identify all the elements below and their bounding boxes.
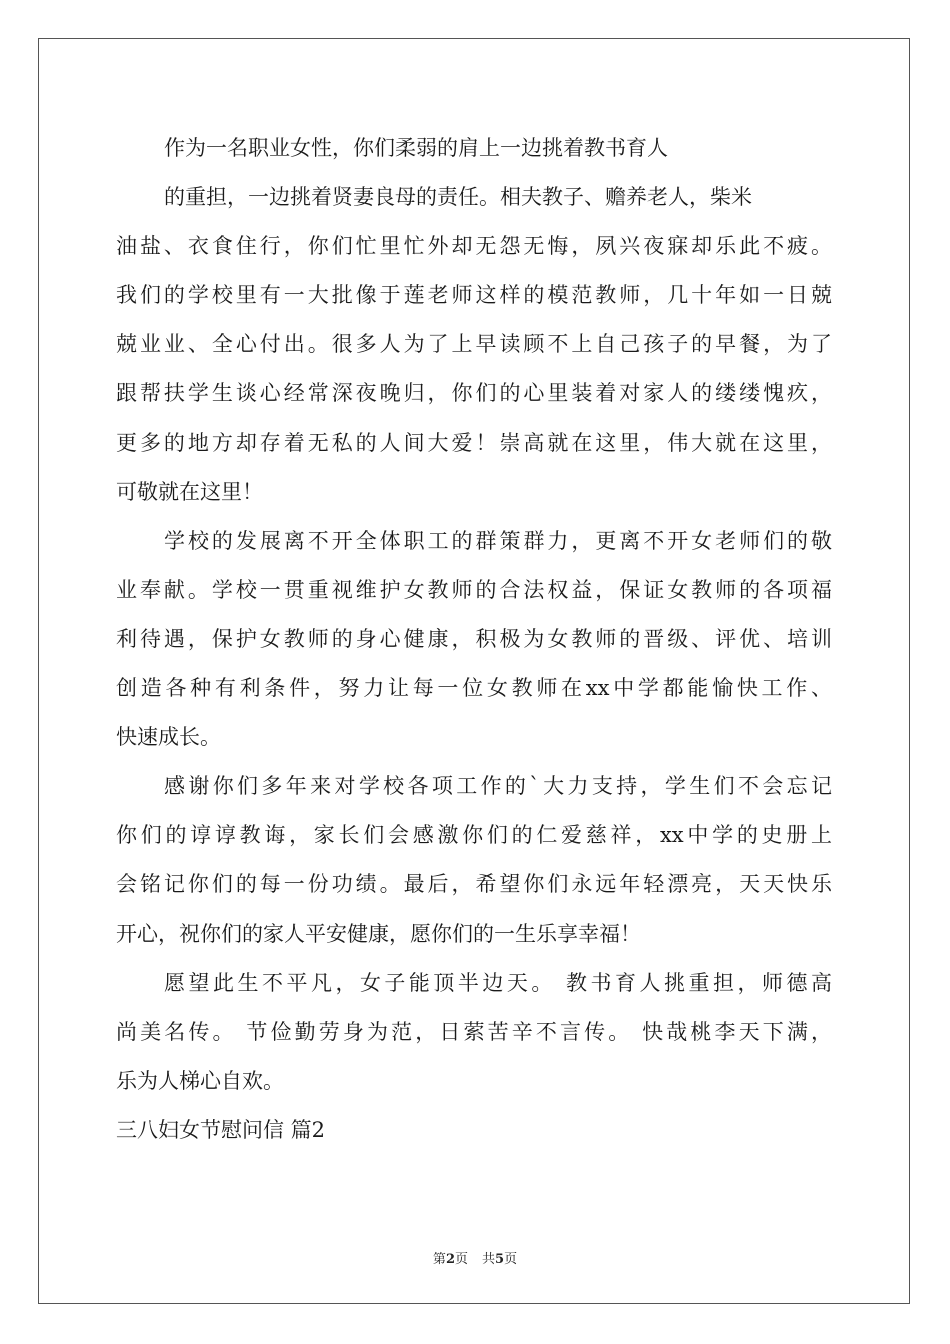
page-total-count: 5 <box>495 1252 505 1267</box>
text-line: 愿望此生不平凡，女子能顶半边天。 教书育人挑重担，师德高 <box>164 970 832 995</box>
text-line: 的重担，一边挑着贤妻良母的责任。相夫教子、赡养老人，柴米 <box>164 185 752 210</box>
text-line: 你们的谆谆教诲，家长们会感激你们的仁爱慈祥，xx中学的史册上 <box>116 823 832 848</box>
text-line: 可敬就在这里！ <box>116 479 263 504</box>
text-line: 创造各种有利条件，努力让每一位女教师在xx中学都能愉快工作、 <box>116 676 832 701</box>
text-line: 快速成长。 <box>116 725 221 750</box>
page-number-prefix: 第 <box>432 1252 446 1267</box>
text-line: 利待遇，保护女教师的身心健康，积极为女教师的晋级、评优、培训 <box>116 626 832 651</box>
text-line: 兢业业、全心付出。很多人为了上早读顾不上自己孩子的早餐，为了 <box>116 332 832 357</box>
page-footer <box>0 1248 950 1267</box>
document-body <box>116 124 832 1155</box>
text-line: 开心，祝你们的家人平安健康，愿你们的一生乐享幸福！ <box>116 921 641 946</box>
page-number-current: 2 <box>445 1252 455 1267</box>
text-line: 更多的地方却存着无私的人间大爱！崇高就在这里，伟大就在这里， <box>116 430 832 455</box>
text-line: 作为一名职业女性，你们柔弱的肩上一边挑着教书育人 <box>164 136 668 160</box>
text-line: 业奉献。学校一贯重视维护女教师的合法权益，保证女教师的各项福 <box>116 577 832 602</box>
text-line: 学校的发展离不开全体职工的群策群力，更离不开女老师们的敬 <box>164 528 832 553</box>
text-line: 尚美名传。 节俭勤劳身为范，日萦苦辛不言传。 快哉桃李天下满， <box>116 1019 832 1044</box>
text-line: 会铭记你们的每一份功绩。最后，希望你们永远年轻漂亮，天天快乐 <box>116 872 832 897</box>
page-total-suffix: 页 <box>504 1252 518 1267</box>
page-number-suffix: 页 <box>454 1252 468 1267</box>
text-line: 油盐、衣食住行，你们忙里忙外却无怨无悔，夙兴夜寐却乐此不疲。 <box>116 234 832 259</box>
text-line: 乐为人梯心自欢。 <box>116 1068 284 1093</box>
text-line: 跟帮扶学生谈心经常深夜晚归，你们的心里装着对家人的缕缕愧疚， <box>116 381 832 406</box>
text-line: 感谢你们多年来对学校各项工作的`大力支持，学生们不会忘记 <box>164 774 832 799</box>
page-total-prefix: 共 <box>482 1252 496 1267</box>
section-heading: 三八妇女节慰问信 篇2 <box>116 1117 326 1142</box>
text-line: 我们的学校里有一大批像于莲老师这样的模范教师，几十年如一日兢 <box>116 283 832 308</box>
